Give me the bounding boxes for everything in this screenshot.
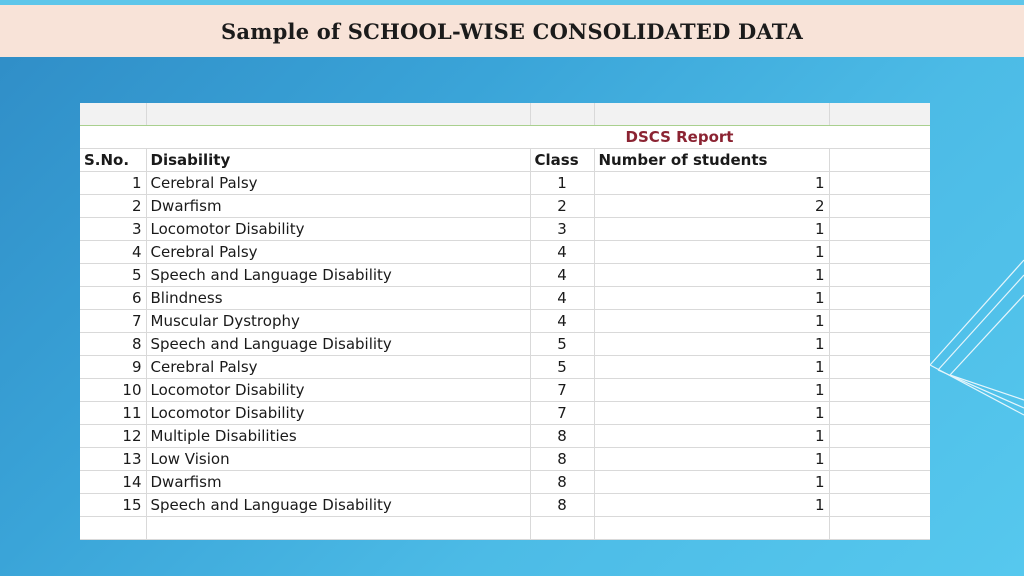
cell-sno: 11	[80, 401, 146, 424]
cell-disability: Dwarfism	[146, 470, 530, 493]
table-row	[80, 378, 930, 401]
cell-disability: Speech and Language Disability	[146, 332, 530, 355]
cell-class: 7	[530, 378, 594, 401]
cell-students: 1	[594, 171, 829, 194]
cell-sno: 4	[80, 240, 146, 263]
cell-sno: 6	[80, 286, 146, 309]
cell-students: 1	[594, 286, 829, 309]
spreadsheet-screenshot	[80, 103, 930, 540]
header-sno: S.No.	[80, 148, 146, 171]
cell-disability: Locomotor Disability	[146, 401, 530, 424]
cell-class: 7	[530, 401, 594, 424]
cell-disability: Low Vision	[146, 447, 530, 470]
cell-sno: 10	[80, 378, 146, 401]
cell-class: 1	[530, 171, 594, 194]
table-row	[80, 401, 930, 424]
cell-sno: 5	[80, 263, 146, 286]
cell-disability: Cerebral Palsy	[146, 355, 530, 378]
cell-sno: 9	[80, 355, 146, 378]
report-title-row	[80, 125, 930, 148]
title-bar	[0, 5, 1024, 57]
cell-students: 1	[594, 378, 829, 401]
table-row	[80, 240, 930, 263]
cell-students: 1	[594, 401, 829, 424]
cell-students: 1	[594, 470, 829, 493]
cell-sno: 15	[80, 493, 146, 516]
cell-class: 5	[530, 332, 594, 355]
cell-class: 5	[530, 355, 594, 378]
cell-disability: Speech and Language Disability	[146, 263, 530, 286]
empty-row	[80, 516, 930, 539]
cell-disability: Cerebral Palsy	[146, 171, 530, 194]
cell-class: 2	[530, 194, 594, 217]
cell-class: 8	[530, 424, 594, 447]
cell-sno: 2	[80, 194, 146, 217]
cell-class: 4	[530, 309, 594, 332]
cell-students: 1	[594, 355, 829, 378]
cell-students: 1	[594, 240, 829, 263]
cell-students: 2	[594, 194, 829, 217]
table-row	[80, 171, 930, 194]
decorative-lines-icon	[920, 240, 1024, 420]
table-row	[80, 309, 930, 332]
report-title: DSCS Report	[530, 125, 829, 148]
cell-students: 1	[594, 309, 829, 332]
table-row	[80, 332, 930, 355]
table-row	[80, 447, 930, 470]
cell-class: 4	[530, 240, 594, 263]
cell-class: 8	[530, 493, 594, 516]
cell-sno: 13	[80, 447, 146, 470]
cell-class: 3	[530, 217, 594, 240]
cell-disability: Cerebral Palsy	[146, 240, 530, 263]
table-row	[80, 194, 930, 217]
table-row	[80, 286, 930, 309]
table-row	[80, 263, 930, 286]
cell-class: 8	[530, 447, 594, 470]
table-row	[80, 424, 930, 447]
cell-class: 4	[530, 263, 594, 286]
cell-students: 1	[594, 217, 829, 240]
cell-students: 1	[594, 332, 829, 355]
cell-students: 1	[594, 424, 829, 447]
cell-sno: 1	[80, 171, 146, 194]
table-row	[80, 355, 930, 378]
cell-students: 1	[594, 263, 829, 286]
cell-disability: Blindness	[146, 286, 530, 309]
cell-disability: Muscular Dystrophy	[146, 309, 530, 332]
cell-sno: 14	[80, 470, 146, 493]
table-row	[80, 470, 930, 493]
cell-sno: 12	[80, 424, 146, 447]
header-disability: Disability	[146, 148, 530, 171]
cell-disability: Dwarfism	[146, 194, 530, 217]
sheet-top-row	[80, 103, 930, 125]
cell-students: 1	[594, 447, 829, 470]
header-class: Class	[530, 148, 594, 171]
cell-disability: Speech and Language Disability	[146, 493, 530, 516]
cell-students: 1	[594, 493, 829, 516]
table-row	[80, 217, 930, 240]
cell-disability: Locomotor Disability	[146, 378, 530, 401]
table-header-row	[80, 148, 930, 171]
cell-sno: 3	[80, 217, 146, 240]
cell-class: 4	[530, 286, 594, 309]
cell-sno: 7	[80, 309, 146, 332]
cell-class: 8	[530, 470, 594, 493]
cell-disability: Locomotor Disability	[146, 217, 530, 240]
cell-sno: 8	[80, 332, 146, 355]
dscs-report-table	[80, 103, 930, 540]
slide-title: Sample of SCHOOL-WISE CONSOLIDATED DATA	[221, 18, 803, 44]
table-row	[80, 493, 930, 516]
header-number-of-students: Number of students	[594, 148, 829, 171]
cell-disability: Multiple Disabilities	[146, 424, 530, 447]
